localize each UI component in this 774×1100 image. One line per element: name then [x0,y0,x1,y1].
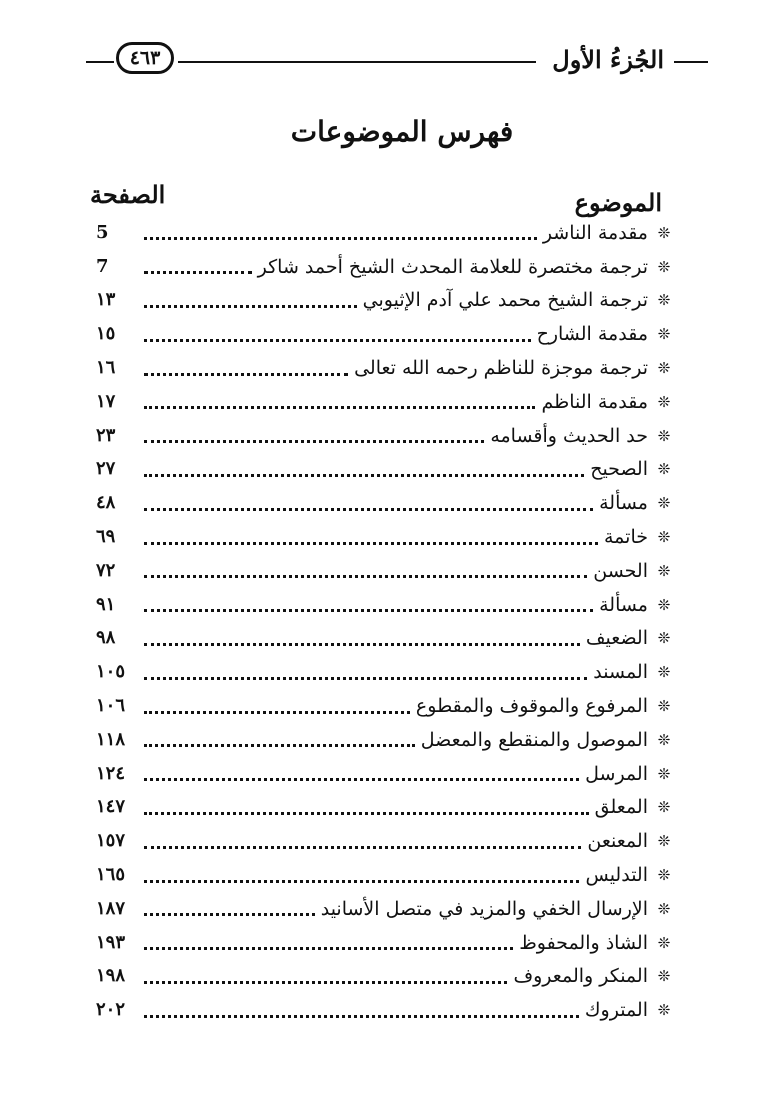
dot-leader [144,474,584,477]
toc-entry-title: التدليس [585,864,648,887]
dot-leader [144,643,580,646]
toc-entry-page: ١٠٥ [96,661,126,683]
toc-entry-title: مقدمة الناظم [541,390,648,413]
toc-entry-page: ١٢٤ [96,762,126,784]
toc-entry-title: الضعيف [585,627,648,650]
dot-leader [144,880,579,883]
toc-entry-page: ١٧ [96,390,116,412]
header-rule [178,61,536,63]
bullet-ornament-icon: ❊ [657,764,671,783]
toc-entry-title: خاتمة [604,526,648,549]
toc-entry-title: مقدمة الناشر [542,221,648,244]
toc-entry-page: ٢٠٢ [96,999,126,1021]
dot-leader [144,271,252,274]
bullet-ornament-icon: ❊ [657,798,671,817]
dot-leader [144,846,581,849]
toc-entry-page: ٢٣ [96,424,116,446]
toc-entry-page: ١٤٧ [96,796,126,818]
dot-leader [144,744,415,747]
dot-leader [144,373,348,376]
toc-entry[interactable] [96,723,676,757]
bullet-ornament-icon: ❊ [657,899,671,918]
dot-leader [144,237,537,240]
toc-entry-title: مسألة [599,593,648,616]
page-number: ٤٦٣ [116,42,174,74]
column-header-page: الصفحة [90,180,166,209]
bullet-ornament-icon: ❊ [657,933,671,952]
toc-entry-page: ٦٩ [96,526,116,548]
toc-entry[interactable] [96,926,676,960]
toc-entry-title: المتروك [584,999,648,1022]
toc-entry-page: ١٦ [96,357,116,379]
dot-leader [144,609,593,612]
page-title: فهرس الموضوعات [290,115,514,148]
toc-list [96,216,676,1027]
bullet-ornament-icon: ❊ [657,629,671,648]
toc-entry-page: ٩٨ [96,627,116,649]
bullet-ornament-icon: ❊ [657,595,671,614]
toc-entry-page: ١٥٧ [96,830,126,852]
toc-entry[interactable] [96,689,676,723]
header-rule [86,61,114,63]
dot-leader [144,575,587,578]
toc-entry-page: ١٠٦ [96,695,126,717]
toc-entry-title: الموصول والمنقطع والمعضل [420,728,648,751]
dot-leader [144,711,410,714]
bullet-ornament-icon: ❊ [657,426,671,445]
dot-leader [144,981,507,984]
toc-entry[interactable] [96,351,676,385]
toc-entry-page: ٩١ [96,593,116,615]
toc-entry[interactable] [96,993,676,1027]
toc-entry[interactable] [96,216,676,250]
toc-entry-page: ٢٧ [96,458,116,480]
dot-leader [144,305,357,308]
toc-entry[interactable] [96,824,676,858]
bullet-ornament-icon: ❊ [657,1001,671,1020]
bullet-ornament-icon: ❊ [657,359,671,378]
toc-entry[interactable] [96,453,676,487]
bullet-ornament-icon: ❊ [657,832,671,851]
toc-entry-page: ٧٢ [96,559,116,581]
toc-entry-title: المعلق [594,796,648,819]
dot-leader [144,440,484,443]
dot-leader [144,508,593,511]
toc-entry[interactable] [96,858,676,892]
toc-entry-title: ترجمة الشيخ محمد علي آدم الإثيوبي [362,289,648,312]
toc-entry-title: ترجمة موجزة للناظم رحمه الله تعالى [354,357,648,380]
bullet-ornament-icon: ❊ [657,730,671,749]
toc-entry-page: ١٨٧ [96,897,126,919]
toc-entry[interactable] [96,892,676,926]
bullet-ornament-icon: ❊ [657,223,671,242]
toc-entry[interactable] [96,419,676,453]
toc-entry-title: الشاذ والمحفوظ [519,931,648,954]
bullet-ornament-icon: ❊ [657,494,671,513]
toc-entry-title: حد الحديث وأقسامه [490,424,648,447]
toc-entry-title: المسند [593,661,648,684]
toc-entry-title: ترجمة مختصرة للعلامة المحدث الشيخ أحمد شاكر [257,255,648,278]
toc-entry[interactable] [96,588,676,622]
toc-entry[interactable] [96,317,676,351]
toc-entry[interactable] [96,486,676,520]
toc-entry-page: 7 [96,255,109,277]
toc-entry[interactable] [96,757,676,791]
toc-entry-title: مقدمة الشارح [536,323,648,346]
toc-entry[interactable] [96,250,676,284]
bullet-ornament-icon: ❊ [657,460,671,479]
toc-entry[interactable] [96,284,676,318]
running-title: الجُزءُ الأول [552,45,664,74]
toc-entry-title: المنكر والمعروف [513,965,648,988]
dot-leader [144,947,513,950]
toc-entry-page: ١٦٥ [96,864,126,886]
toc-entry-page: ١٥ [96,323,116,345]
toc-entry[interactable] [96,385,676,419]
column-header-topic: الموضوع [574,188,662,217]
toc-entry[interactable] [96,622,676,656]
toc-entry-title: الحسن [593,559,648,582]
dot-leader [144,677,587,680]
dot-leader [144,339,531,342]
toc-entry-title: المرفوع والموقوف والمقطوع [415,695,648,718]
dot-leader [144,913,315,916]
bullet-ornament-icon: ❊ [657,561,671,580]
toc-entry[interactable] [96,520,676,554]
bullet-ornament-icon: ❊ [657,257,671,276]
bullet-ornament-icon: ❊ [657,325,671,344]
toc-entry[interactable] [96,655,676,689]
toc-entry[interactable] [96,791,676,825]
bullet-ornament-icon: ❊ [657,528,671,547]
dot-leader [144,778,579,781]
toc-entry-page: ٤٨ [96,492,116,514]
bullet-ornament-icon: ❊ [657,967,671,986]
bullet-ornament-icon: ❊ [657,392,671,411]
toc-entry-title: المعنعن [587,830,648,853]
dot-leader [144,812,589,815]
toc-entry-page: 5 [96,221,109,243]
toc-entry-title: الإرسال الخفي والمزيد في متصل الأسانيد [320,897,648,920]
toc-entry-title: مسألة [599,492,648,515]
running-header [86,40,708,80]
toc-entry[interactable] [96,554,676,588]
toc-entry-title: المرسل [585,762,648,785]
header-rule [674,61,708,63]
bullet-ornament-icon: ❊ [657,697,671,716]
toc-entry[interactable] [96,960,676,994]
dot-leader [144,1015,579,1018]
toc-entry-page: ١٣ [96,289,116,311]
dot-leader [144,542,598,545]
bullet-ornament-icon: ❊ [657,291,671,310]
bullet-ornament-icon: ❊ [657,663,671,682]
bullet-ornament-icon: ❊ [657,866,671,885]
toc-entry-page: ١٩٨ [96,965,126,987]
toc-entry-page: ١١٨ [96,728,126,750]
toc-entry-title: الصحيح [590,458,648,481]
toc-entry-page: ١٩٣ [96,931,126,953]
dot-leader [144,406,535,409]
